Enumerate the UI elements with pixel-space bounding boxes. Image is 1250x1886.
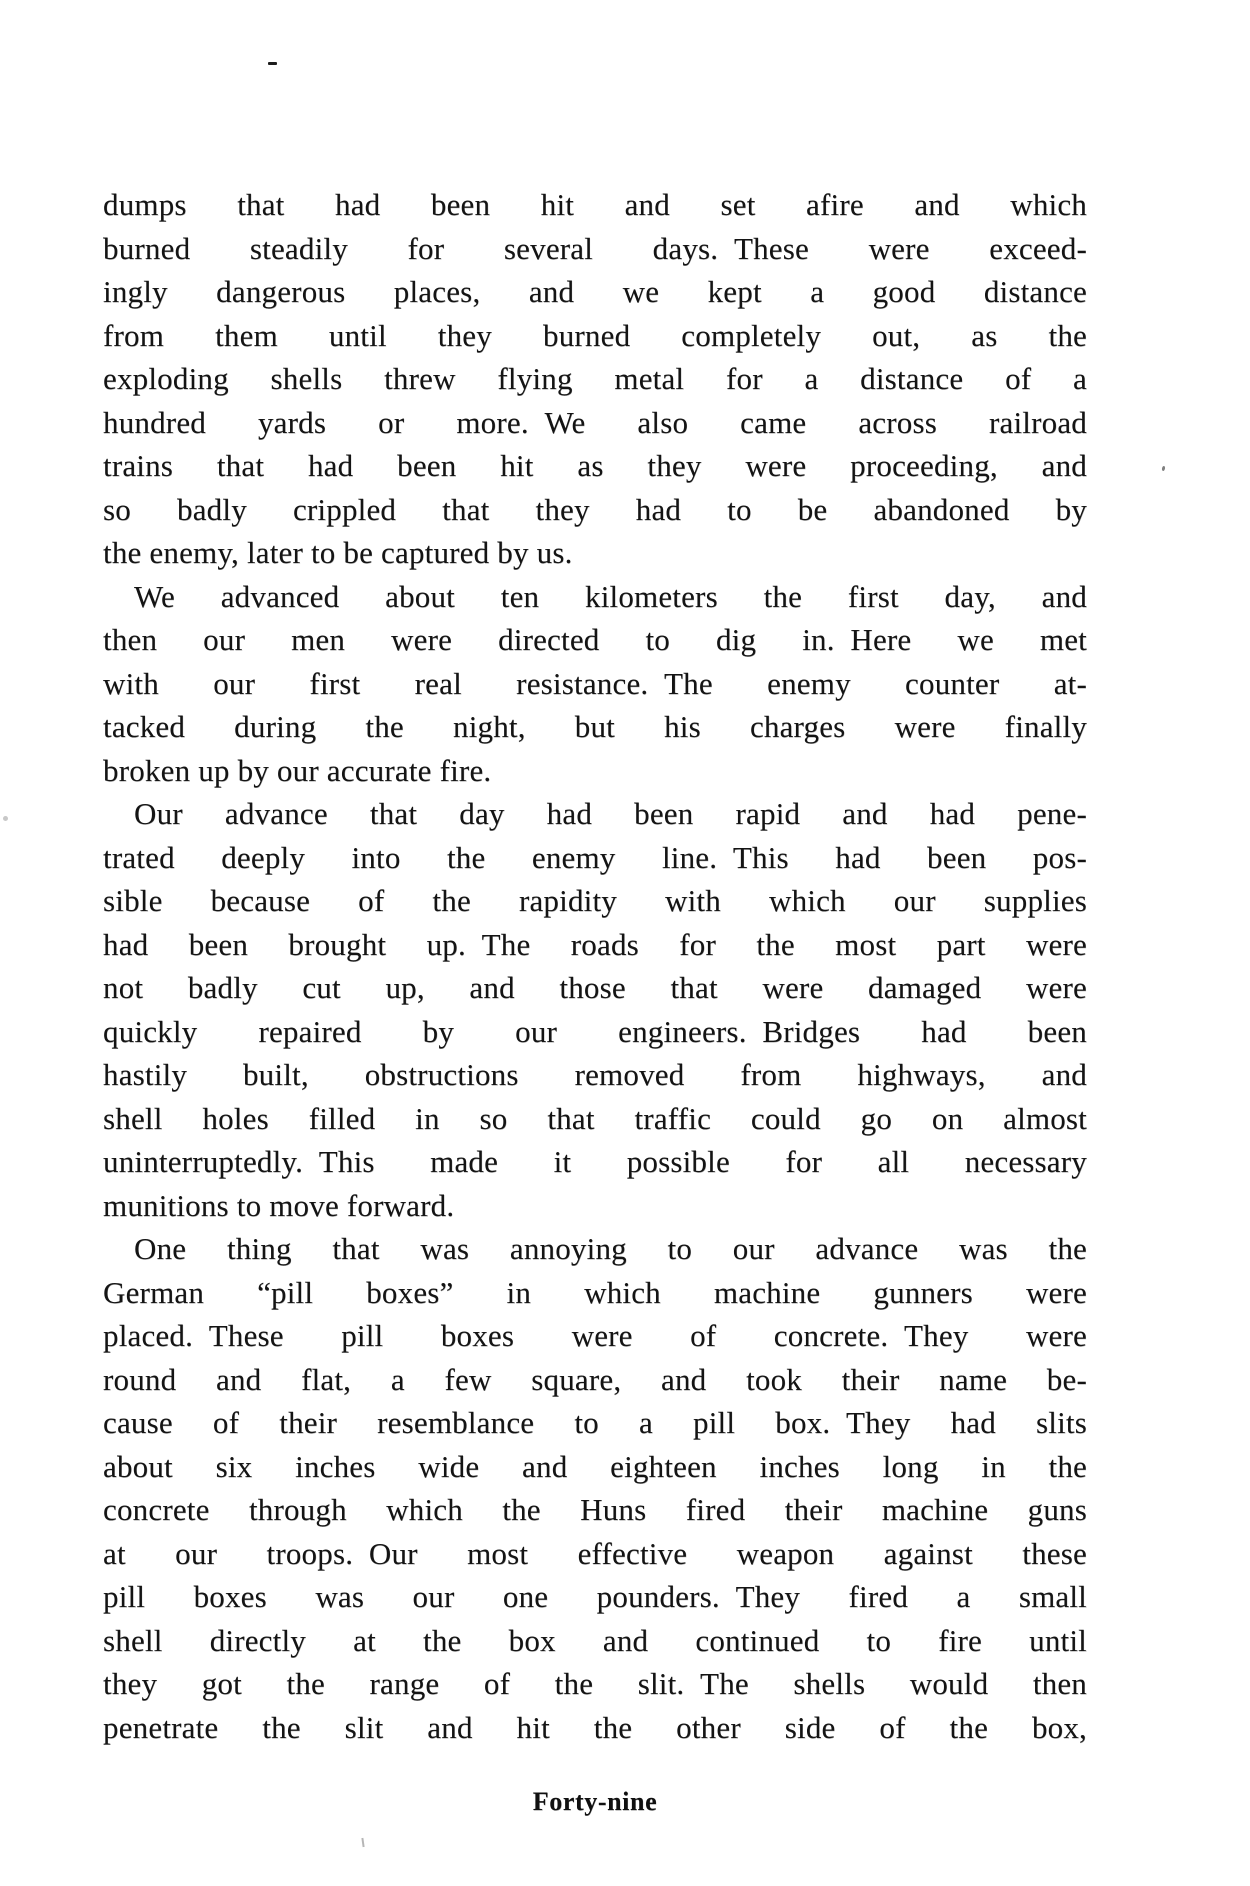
body-text bbox=[103, 183, 1087, 1749]
text-line: they got the range of the slit. The shells would then bbox=[103, 1666, 1087, 1701]
paragraph-2 bbox=[103, 575, 1087, 793]
text-line: uninterruptedly. This made it possible for all necessary bbox=[103, 1144, 1087, 1179]
text-line: penetrate the slit and hit the other side of the box, bbox=[103, 1709, 1087, 1745]
text-line: with our first real resistance. The enemy counter at- bbox=[103, 665, 1087, 701]
text-line: trated deeply into the enemy line. This had been pos- bbox=[103, 839, 1087, 875]
text-line: hundred yards or more. We also came across railroad bbox=[103, 404, 1087, 440]
text-line: had been brought up. The roads for the most part were bbox=[103, 926, 1087, 962]
text-line: trains that had been hit as they were proceeding, and bbox=[103, 448, 1087, 483]
text-line: cause of their resemblance to a pill box. They had slits bbox=[103, 1405, 1087, 1440]
text-line: broken up by our accurate fire. bbox=[103, 752, 492, 788]
text-line: munitions to move forward. bbox=[103, 1187, 455, 1223]
text-line: so badly crippled that they had to be abandoned by bbox=[103, 491, 1087, 527]
text-line: from them until they burned completely out, as the bbox=[103, 317, 1087, 353]
text-line: shell directly at the box and continued to fire until bbox=[103, 1622, 1087, 1658]
paragraph-1 bbox=[103, 183, 1087, 575]
paragraph-4 bbox=[103, 1227, 1087, 1749]
text-line: shell holes filled in so that traffic could go on almost bbox=[103, 1100, 1087, 1136]
text-line: round and flat, a few square, and took their name be- bbox=[103, 1361, 1087, 1397]
text-line: pill boxes was our one pounders. They fired a small bbox=[103, 1579, 1087, 1614]
scan-speck bbox=[361, 1838, 364, 1847]
text-line: at our troops. Our most effective weapon against these bbox=[103, 1535, 1087, 1571]
text-line: not badly cut up, and those that were damaged were bbox=[103, 970, 1087, 1005]
scan-speck bbox=[1162, 466, 1166, 472]
page-number: Forty-nine bbox=[532, 1787, 658, 1816]
text-line: sible because of the rapidity with which our supplies bbox=[103, 883, 1087, 918]
text-line: One thing that was annoying to our advance was the bbox=[134, 1231, 1087, 1266]
text-line: the enemy, later to be captured by us. bbox=[103, 535, 573, 570]
text-line: dumps that had been hit and set afire and which bbox=[103, 187, 1087, 222]
text-line: about six inches wide and eighteen inches long in the bbox=[103, 1448, 1087, 1484]
text-line: German “pill boxes” in which machine gunners were bbox=[103, 1274, 1087, 1310]
text-line: Our advance that day had been rapid and had pene- bbox=[134, 796, 1087, 831]
text-line: tacked during the night, but his charges were finally bbox=[103, 709, 1087, 744]
text-line: ingly dangerous places, and we kept a good distance bbox=[103, 274, 1087, 309]
paragraph-3 bbox=[103, 792, 1087, 1227]
text-line: then our men were directed to dig in. Here we met bbox=[103, 622, 1087, 657]
text-line: burned steadily for several days. These were exceed- bbox=[103, 230, 1087, 266]
text-line: placed. These pill boxes were of concrete. They were bbox=[103, 1318, 1087, 1353]
text-line: exploding shells threw flying metal for a distance of a bbox=[103, 361, 1087, 396]
scan-speck bbox=[268, 62, 277, 65]
text-line: concrete through which the Huns fired their machine guns bbox=[103, 1492, 1087, 1527]
text-line: hastily built, obstructions removed from highways, and bbox=[103, 1057, 1087, 1092]
text-line: quickly repaired by our engineers. Bridges had been bbox=[103, 1013, 1087, 1049]
scan-speck bbox=[3, 816, 8, 821]
text-line: We advanced about ten kilometers the first day, and bbox=[134, 578, 1087, 614]
